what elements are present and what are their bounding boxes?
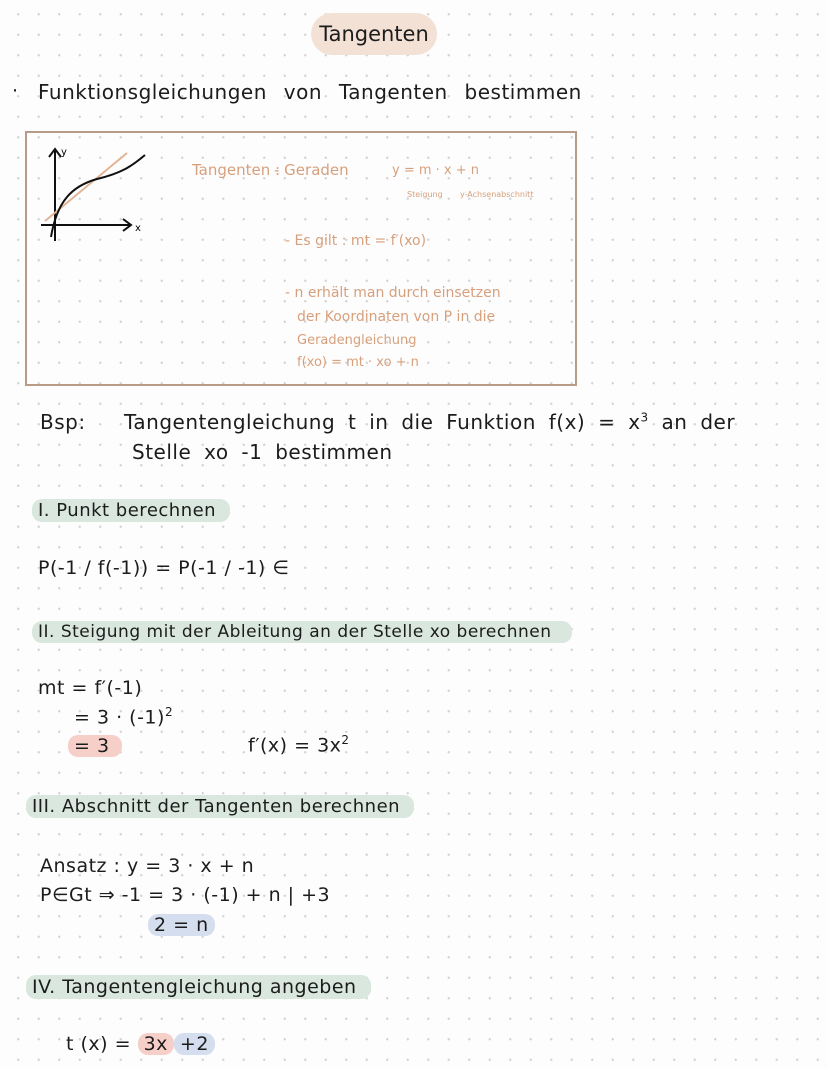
note-intercept: y-Achsenabschnitt — [460, 190, 534, 199]
box-item-2: - Es gilt : mt = f′(xo) — [285, 233, 427, 249]
tangent-slope-term: 3x — [138, 1033, 174, 1055]
step-2-heading-text: II. Steigung mit der Ableitung an der Stelle xo berechnen — [32, 621, 572, 643]
example-line-1: Tangentengleichung t in die Funktion f(x) = x — [124, 410, 641, 434]
step-4-heading — [26, 976, 371, 998]
note-slope: Steigung — [407, 190, 443, 199]
derivative-text: f′(x) = 3x — [248, 734, 342, 757]
intercept-result: 2 = n — [148, 914, 215, 936]
tangent-intercept-term: +2 — [174, 1033, 215, 1055]
tangent-graph — [37, 141, 167, 241]
step-2-heading — [32, 622, 572, 642]
box-item-3-line-3: Geradengleichung — [297, 333, 417, 348]
page-title: Tangenten — [311, 13, 437, 55]
example-line-1-end: an der — [661, 410, 736, 434]
example-task — [124, 410, 735, 434]
step-3-heading-text: III. Abschnitt der Tangenten berechnen — [26, 795, 414, 818]
example-label: Bsp: — [40, 410, 86, 434]
box-item-3-line-4: f(xo) = mt · xo + n — [297, 355, 419, 370]
step-4-heading-text: IV. Tangentengleichung angeben — [26, 975, 371, 999]
step-1-heading — [32, 500, 230, 521]
step-2-result — [68, 735, 122, 757]
step-2-line-2 — [74, 705, 173, 728]
definition-box — [25, 131, 577, 386]
tangent-equation — [66, 1033, 215, 1055]
step-2-line-1: mt = f′(-1) — [38, 677, 143, 699]
box-item-1: - Geraden — [274, 161, 349, 179]
step-1-heading-text: I. Punkt berechnen — [32, 499, 230, 522]
step-3-line-2: P∈Gt ⇒ -1 = 3 · (-1) + n | +3 — [40, 884, 331, 906]
derivative — [248, 733, 350, 756]
step-2-exponent: 2 — [164, 705, 174, 719]
line-formula: y = m · x + n — [392, 163, 480, 178]
derivative-exponent: 2 — [341, 733, 350, 747]
slope-result: = 3 — [68, 735, 122, 757]
step-3-heading — [26, 796, 414, 817]
example-exponent: 3 — [640, 410, 649, 425]
box-item-3-line-2: der Koordinaten von P in die — [297, 309, 496, 325]
box-label: Tangenten : — [192, 161, 281, 179]
example-line-2: Stelle xo -1 bestimmen — [132, 440, 393, 464]
step-1-line: P(-1 / f(-1)) = P(-1 / -1) ∈ — [38, 557, 290, 579]
tangent-equation-lhs: t (x) = — [66, 1033, 132, 1055]
tangent-line — [45, 153, 127, 221]
graph-y-label: y — [61, 147, 67, 158]
step-3-result — [148, 914, 215, 936]
topic-heading: Funktionsgleichungen von Tangenten bestimmen — [38, 80, 582, 104]
bullet-dot: · — [12, 80, 19, 102]
step-3-line-1: Ansatz : y = 3 · x + n — [40, 855, 255, 877]
graph-x-label: x — [135, 223, 141, 234]
box-item-3: - n erhält man durch einsetzen — [285, 285, 501, 301]
step-2-line-2-text: = 3 · (-1) — [74, 706, 165, 729]
